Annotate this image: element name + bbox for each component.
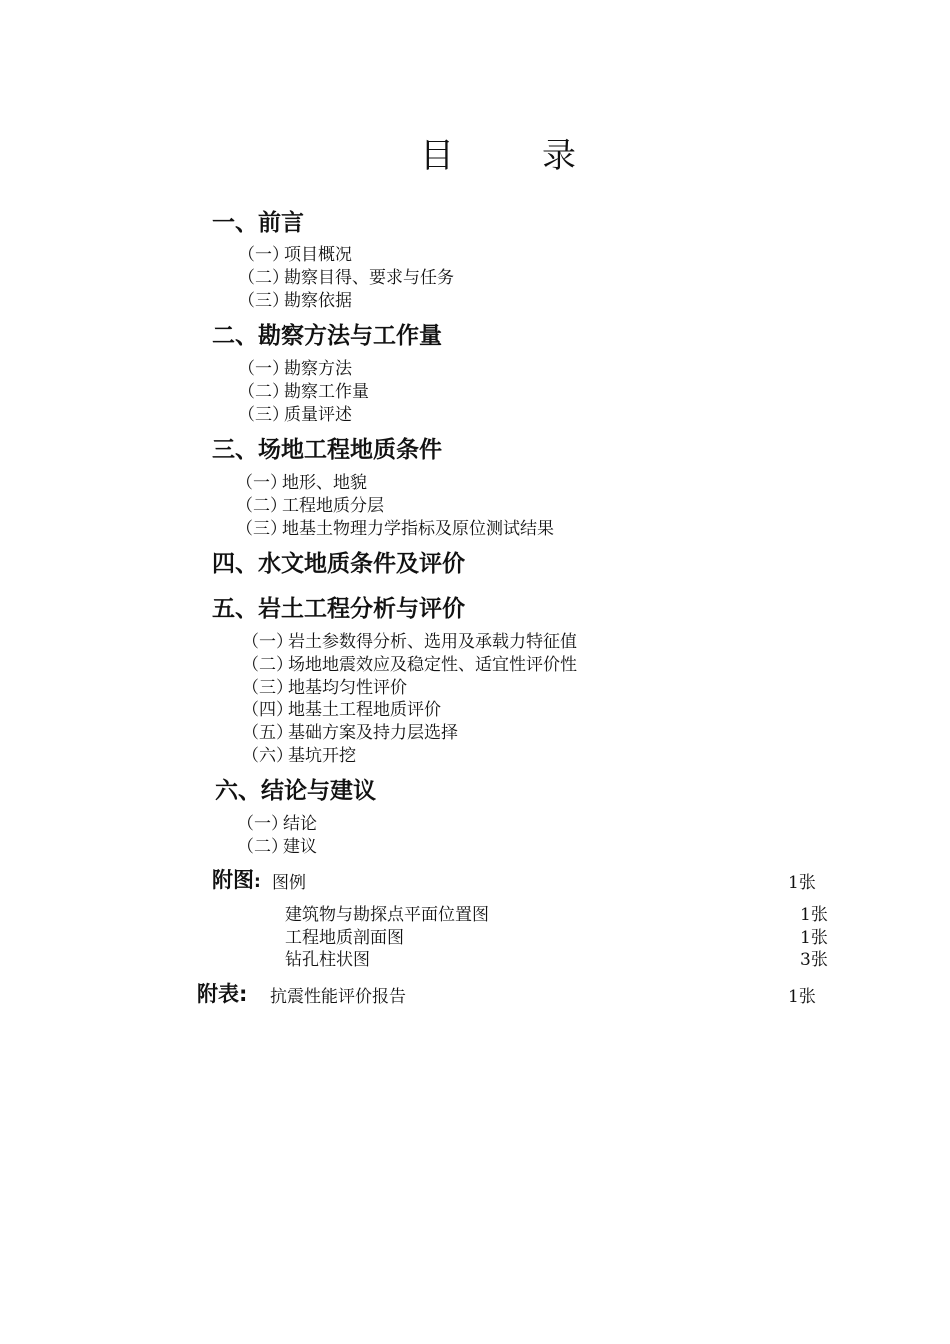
section-heading: 二、勘察方法与工作量 [212,323,442,349]
toc-item: （二）勘察工作量 [238,382,369,402]
toc-item: （五）基础方案及持力层选择 [242,723,458,743]
section-heading: 四、水文地质条件及评价 [212,551,465,577]
toc-item: （一）岩土参数得分析、选用及承载力特征值 [242,632,577,652]
toc-item: （一）项目概况 [238,245,352,265]
section-heading: 六、结论与建议 [215,778,376,804]
toc-item: （一）勘察方法 [238,359,352,379]
toc-item: （二）建议 [237,837,317,857]
appendix-figure-item: 工程地质剖面图 [285,928,404,948]
appendix-table-item: 抗震性能评价报告 [270,987,406,1007]
toc-item: （三）地基均匀性评价 [242,678,407,698]
toc-title-left: 目 [420,136,454,176]
toc-title-right: 录 [542,136,576,176]
toc-item: （一）结论 [237,814,317,834]
section-heading: 三、场地工程地质条件 [212,437,442,463]
appendix-figure-item: 图例 [272,873,306,893]
appendix-figure-count: 1张 [800,905,828,925]
appendix-figure-item: 钻孔柱状图 [285,950,370,970]
toc-item: （三）勘察依据 [238,291,352,311]
toc-item: （六）基坑开挖 [242,746,356,766]
appendix-table-count: 1张 [788,987,816,1007]
appendix-figure-item: 建筑物与勘探点平面位置图 [285,905,489,925]
toc-item: （四）地基土工程地质评价 [242,700,441,720]
toc-item: （三）质量评述 [238,405,352,425]
toc-item: （三）地基土物理力学指标及原位测试结果 [236,519,554,539]
appendix-figure-count: 1张 [800,928,828,948]
appendix-figure-count: 1张 [788,873,816,893]
toc-item: （一）地形、地貌 [236,473,367,493]
appendix-figure-count: 3张 [800,950,828,970]
toc-item: （二）场地地震效应及稳定性、适宜性评价性 [242,655,577,675]
toc-item: （二）工程地质分层 [236,496,384,516]
section-heading: 一、前言 [212,210,304,236]
appendix-figures-label: 附图: [212,868,261,892]
section-heading: 五、岩土工程分析与评价 [212,596,465,622]
toc-item: （二）勘察目得、要求与任务 [238,268,454,288]
appendix-tables-label: 附表: [197,982,248,1006]
